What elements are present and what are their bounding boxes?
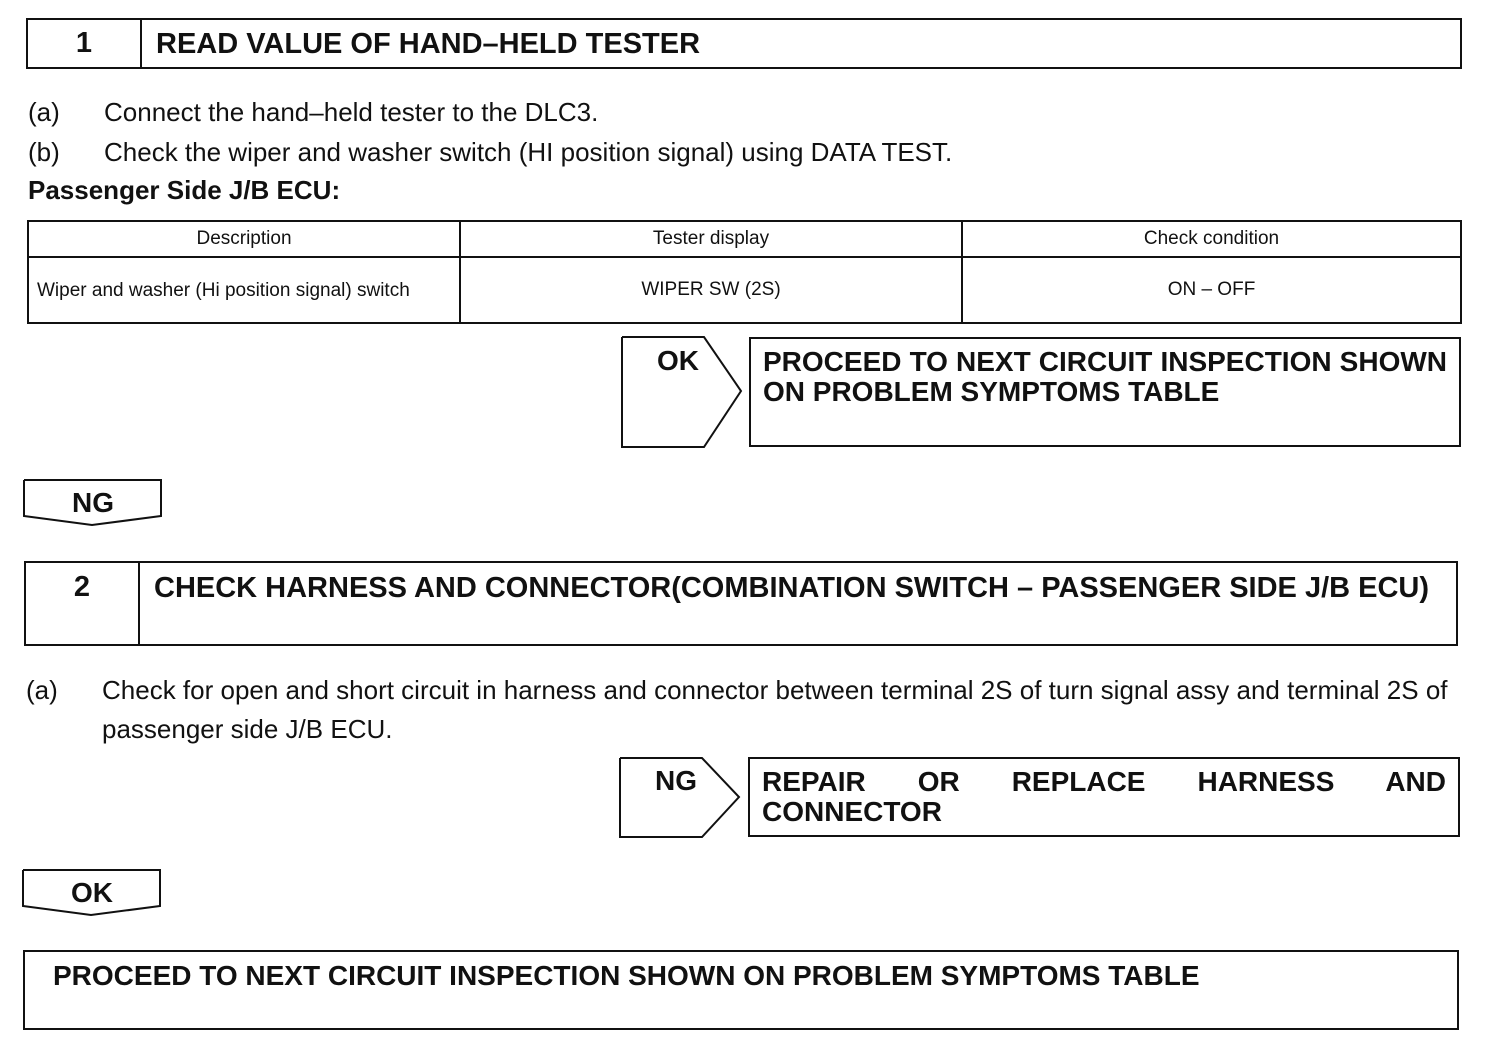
instruction-label: (a) <box>26 675 58 705</box>
table-row <box>28 257 1461 323</box>
table-cell: WIPER SW (2S) <box>460 257 962 323</box>
step-1-number: 1 <box>28 20 142 67</box>
step-2-header <box>24 561 1458 646</box>
step-2-number: 2 <box>26 563 140 644</box>
step-2-branch-result: REPAIR OR REPLACE HARNESS AND CONNECTOR <box>748 757 1460 837</box>
subheading: Passenger Side J/B ECU: <box>28 175 341 205</box>
instruction-label: (a) <box>28 97 60 127</box>
table-header-row <box>28 221 1461 257</box>
instruction-label: (b) <box>28 137 60 167</box>
step-2-instruction-a <box>26 671 1466 749</box>
instruction-text: Check for open and short circuit in harness and connector between terminal 2S of turn signal assy and terminal 2S of passenger side J/B ECU. <box>102 675 1448 744</box>
step-1-branch-result: PROCEED TO NEXT CIRCUIT INSPECTION SHOWN ON PROBLEM SYMPTOMS TABLE <box>749 337 1461 447</box>
instruction-text: Check the wiper and washer switch (HI position signal) using DATA TEST. <box>104 137 953 167</box>
step-2-title: CHECK HARNESS AND CONNECTOR(COMBINATION SWITCH – PASSENGER SIDE J/B ECU) <box>154 572 1430 604</box>
step-1-branch-tag: OK <box>657 345 699 376</box>
step-1-instruction-b <box>28 133 1468 172</box>
instruction-text: Connect the hand–held tester to the DLC3. <box>104 97 599 127</box>
spec-table <box>27 220 1462 324</box>
table-cell: Wiper and washer (Hi position signal) switch <box>28 257 460 323</box>
table-cell: ON – OFF <box>962 257 1461 323</box>
table-header: Tester display <box>460 221 962 257</box>
step-2-branch-tag: NG <box>655 765 697 796</box>
table-header: Check condition <box>962 221 1461 257</box>
step-1-title: READ VALUE OF HAND–HELD TESTER <box>156 28 701 60</box>
final-result: PROCEED TO NEXT CIRCUIT INSPECTION SHOWN ON PROBLEM SYMPTOMS TABLE <box>23 950 1459 1030</box>
step-1-continue-tag: NG <box>72 487 114 518</box>
step-2-continue-tag: OK <box>71 877 113 908</box>
table-header: Description <box>28 221 460 257</box>
step-1-header <box>26 18 1462 69</box>
step-1-instruction-a <box>28 93 1468 132</box>
